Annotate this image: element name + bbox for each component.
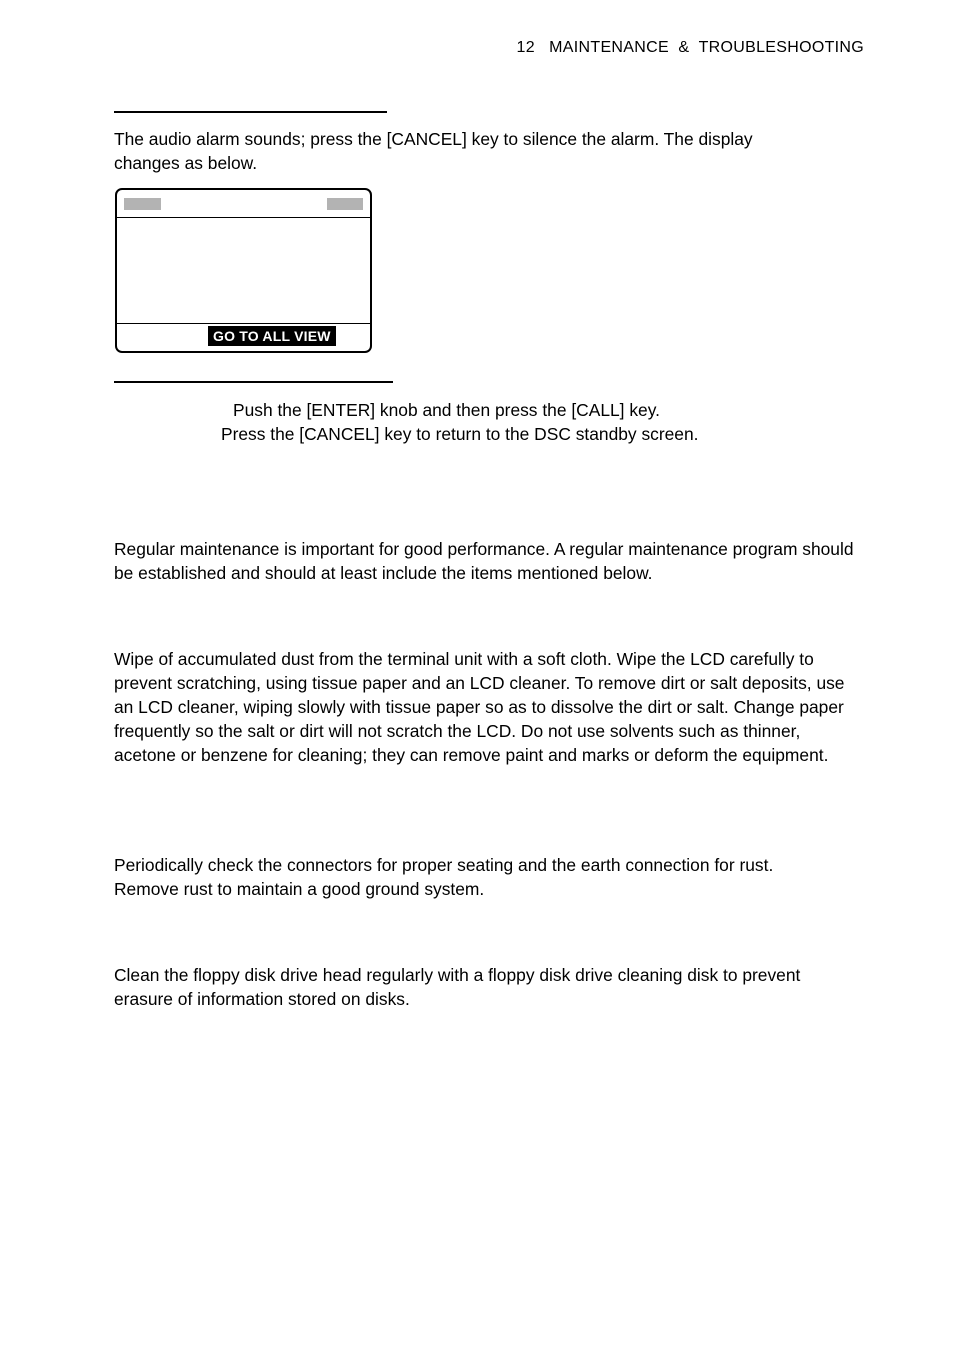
lcd-display-illustration — [115, 188, 372, 353]
lcd-status-block-right — [327, 198, 363, 210]
maintenance-intro: Regular maintenance is important for good performance. A regular maintenance program should be established and should at least include the items mentioned below. — [114, 539, 854, 583]
floppy-drive-instructions: Clean the floppy disk drive head regularly with a floppy disk drive cleaning disk to prevent erasure of information stored on disks. — [114, 965, 801, 1009]
lcd-status-block-left — [124, 198, 161, 210]
procedure-step-2: Press the [CANCEL] key to return to the DSC standby screen. — [221, 424, 699, 444]
connector-check-instructions: Periodically check the connectors for proper seating and the earth connection for rust. Remove rust to maintain a good ground system. — [114, 855, 774, 899]
chapter-number: 12 — [516, 39, 535, 56]
chapter-title: MAINTENANCE & TROUBLESHOOTING — [549, 39, 864, 56]
lcd-softkey-bar — [117, 323, 370, 351]
lcd-status-bar — [117, 190, 370, 218]
cleaning-instructions: Wipe of accumulated dust from the terminal unit with a soft cloth. Wipe the LCD carefully to prevent scratching, using tissue paper and an LCD cleaner. To remove dirt or salt deposits, use an LCD cleaner, wiping slowly with tissue paper so as to dissolve the dirt or salt. Change paper frequently so the salt or dirt will not scratch the LCD. Do not use solvents such as thinner, acetone or benzene for cleaning; they can remove paint and marks or deform the equipment. — [114, 649, 845, 765]
page-header — [517, 39, 864, 57]
section-rule-1 — [114, 111, 387, 113]
procedure-step-1: Push the [ENTER] knob and then press the [CALL] key. — [233, 400, 660, 420]
go-to-all-view-softkey[interactable]: GO TO ALL VIEW — [208, 326, 336, 346]
alarm-instruction: The audio alarm sounds; press the [CANCEL] key to silence the alarm. The display changes as below. — [114, 129, 753, 173]
section-rule-2 — [114, 381, 393, 383]
